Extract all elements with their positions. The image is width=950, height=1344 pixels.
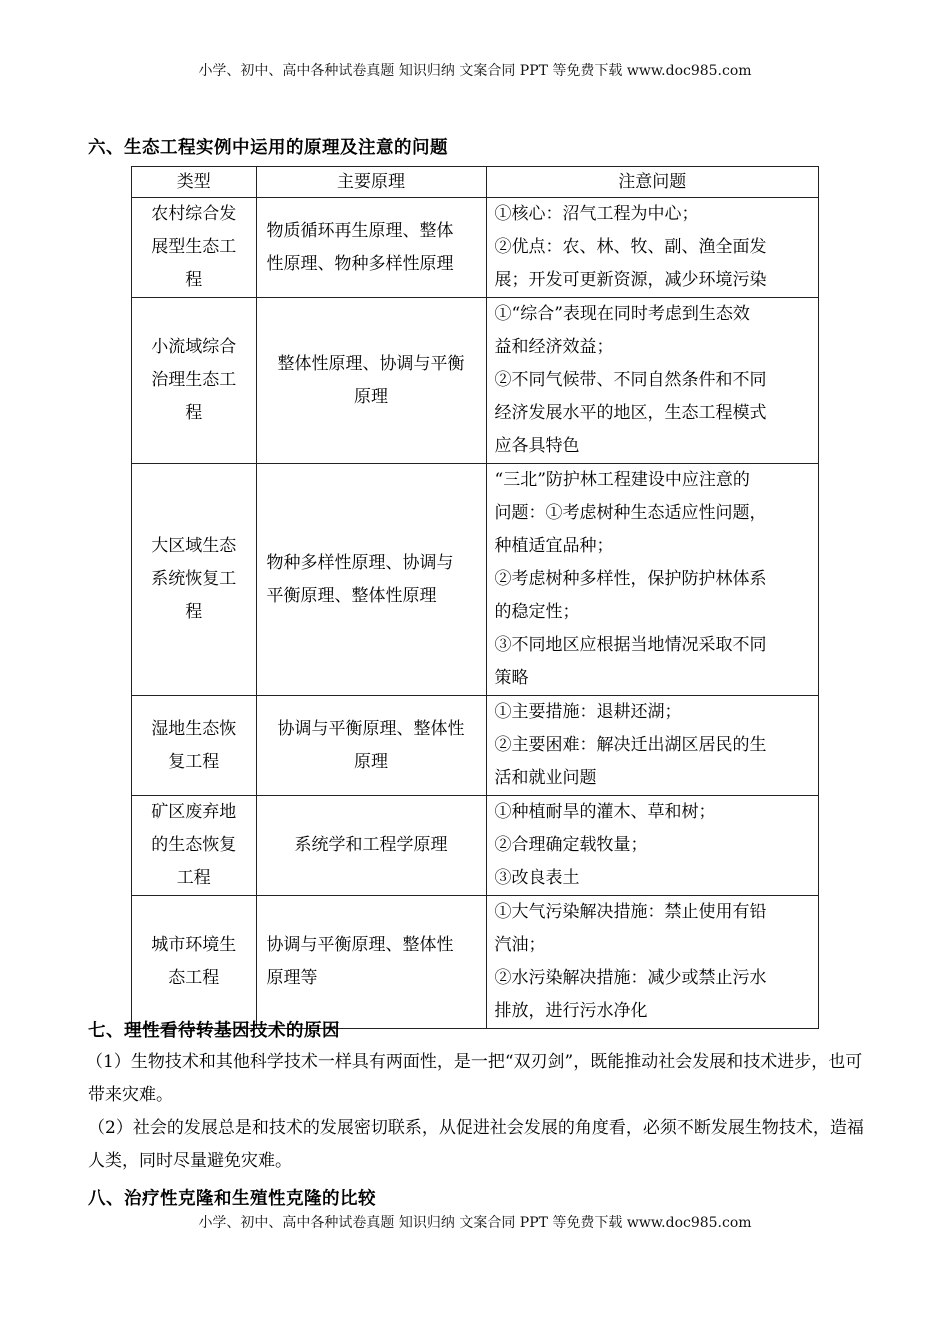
cell-notes-line: 展；开发可更新资源，减少环境污染 <box>494 270 767 290</box>
cell-notes-line: 益和经济效益； <box>494 337 614 357</box>
cell-type-line: 程 <box>185 270 203 290</box>
cell-notes-line: 的稳定性； <box>494 602 580 622</box>
cell-notes-line: ③不同地区应根据当地情况采取不同 <box>494 635 767 655</box>
cell-notes-line: 活和就业问题 <box>494 768 597 788</box>
cell-type-line: 大区域生态 <box>151 536 237 556</box>
cell-type <box>132 796 257 896</box>
header-principle: 主要原理 <box>256 167 486 198</box>
table-row <box>132 464 819 696</box>
cell-notes-line: ①核心：沼气工程为中心； <box>494 204 699 224</box>
cell-type-line: 程 <box>185 602 203 622</box>
table-row <box>132 298 819 464</box>
page-footer: 小学、初中、高中各种试卷真题 知识归纳 文案合同 PPT 等免费下载 www.doc985.com <box>198 1215 752 1231</box>
cell-notes-line: ②不同气候带、不同自然条件和不同 <box>494 370 767 390</box>
table-row <box>132 896 819 1029</box>
cell-notes-line: 经济发展水平的地区，生态工程模式 <box>494 403 767 423</box>
cell-notes <box>486 198 818 298</box>
cell-principle-line: 原理 <box>354 386 389 407</box>
cell-notes-line: 策略 <box>494 668 529 688</box>
cell-principle-line: 整体性原理、协调与平衡 <box>277 353 465 374</box>
cell-notes-line: 汽油； <box>494 935 546 955</box>
cell-type-line: 系统恢复工 <box>151 569 237 589</box>
cell-principle-line: 性原理、物种多样性原理 <box>266 253 454 274</box>
section-8-title: 八、治疗性克隆和生殖性克隆的比较 <box>88 1189 376 1209</box>
header-type: 类型 <box>132 167 257 198</box>
cell-notes <box>486 298 818 464</box>
cell-type <box>132 298 257 464</box>
section-6-title: 六、生态工程实例中运用的原理及注意的问题 <box>88 138 448 158</box>
cell-notes-line: ②考虑树种多样性，保护防护林体系 <box>494 569 767 589</box>
cell-principle <box>256 198 486 298</box>
cell-principle <box>256 796 486 896</box>
cell-notes <box>486 696 818 796</box>
table-header-row <box>132 167 819 198</box>
table-row <box>132 796 819 896</box>
cell-principle-line: 系统学和工程学原理 <box>294 835 448 855</box>
cell-type-line: 工程 <box>176 868 211 888</box>
cell-principle <box>256 696 486 796</box>
cell-type-line: 矿区废弃地 <box>151 802 237 822</box>
cell-notes-line: ①主要措施：退耕还湖； <box>494 702 682 722</box>
cell-principle <box>256 896 486 1029</box>
ecological-engineering-table <box>131 166 819 1029</box>
table-row <box>132 198 819 298</box>
cell-type-line: 态工程 <box>168 968 220 988</box>
page-header: 小学、初中、高中各种试卷真题 知识归纳 文案合同 PPT 等免费下载 www.doc985.com <box>198 63 752 79</box>
cell-principle-line: 平衡原理、整体性原理 <box>266 585 437 606</box>
cell-principle-line: 物质循环再生原理、整体 <box>266 220 454 241</box>
cell-notes <box>486 796 818 896</box>
cell-type <box>132 464 257 696</box>
cell-principle-line: 原理 <box>354 751 389 772</box>
cell-type-line: 治理生态工 <box>151 370 237 390</box>
cell-type-line: 程 <box>185 403 203 423</box>
table-body <box>132 198 819 1029</box>
cell-principle-line: 物种多样性原理、协调与 <box>266 552 454 573</box>
cell-type-line: 城市环境生 <box>151 935 237 955</box>
cell-notes-line: ②合理确定载牧量； <box>494 835 648 855</box>
cell-type-line: 农村综合发 <box>151 204 237 224</box>
cell-principle <box>256 298 486 464</box>
cell-type <box>132 896 257 1029</box>
section-7-paragraph-1: （1）生物技术和其他科学技术一样具有两面性，是一把“双刃剑”，既能推动社会发展和技术进步，也可带来灾难。 <box>86 1052 863 1105</box>
cell-type-line: 湿地生态恢 <box>151 718 237 739</box>
cell-principle-line: 协调与平衡原理、整体性 <box>277 718 465 739</box>
section-7-paragraph-2: （2）社会的发展总是和技术的发展密切联系，从促进社会发展的角度看，必须不断发展生物技术，造福人类，同时尽量避免灾难。 <box>88 1118 864 1171</box>
cell-type <box>132 198 257 298</box>
cell-type <box>132 696 257 796</box>
cell-notes-line: ①种植耐旱的灌木、草和树； <box>494 802 716 822</box>
section-7-title: 七、理性看待转基因技术的原因 <box>88 1021 340 1041</box>
cell-notes-line: ①“综合”表现在同时考虑到生态效 <box>494 304 750 324</box>
cell-type-line: 复工程 <box>168 751 220 772</box>
cell-notes-line: 应各具特色 <box>494 436 580 456</box>
cell-notes <box>486 464 818 696</box>
cell-principle <box>256 464 486 696</box>
cell-principle-line: 原理等 <box>266 968 318 988</box>
cell-notes-line: 种植适宜品种； <box>494 536 614 556</box>
cell-type-line: 的生态恢复 <box>151 835 237 855</box>
cell-notes-line: 排放，进行污水净化 <box>494 1001 648 1021</box>
cell-principle-line: 协调与平衡原理、整体性 <box>266 935 454 955</box>
cell-notes-line: ②主要困难：解决迁出湖区居民的生 <box>494 735 767 755</box>
cell-notes <box>486 896 818 1029</box>
cell-notes-line: ③改良表土 <box>494 868 580 888</box>
header-notes: 注意问题 <box>486 167 818 198</box>
cell-notes-line: ②水污染解决措施：减少或禁止污水 <box>494 968 767 988</box>
cell-notes-line: “三北”防护林工程建设中应注意的 <box>494 470 750 490</box>
cell-notes-line: ②优点：农、林、牧、副、渔全面发 <box>494 237 767 257</box>
cell-type-line: 展型生态工 <box>151 237 237 257</box>
cell-notes-line: 问题：①考虑树种生态适应性问题， <box>494 503 767 523</box>
table-row <box>132 696 819 796</box>
cell-type-line: 小流域综合 <box>151 337 237 357</box>
cell-notes-line: ①大气污染解决措施：禁止使用有铅 <box>494 902 767 922</box>
